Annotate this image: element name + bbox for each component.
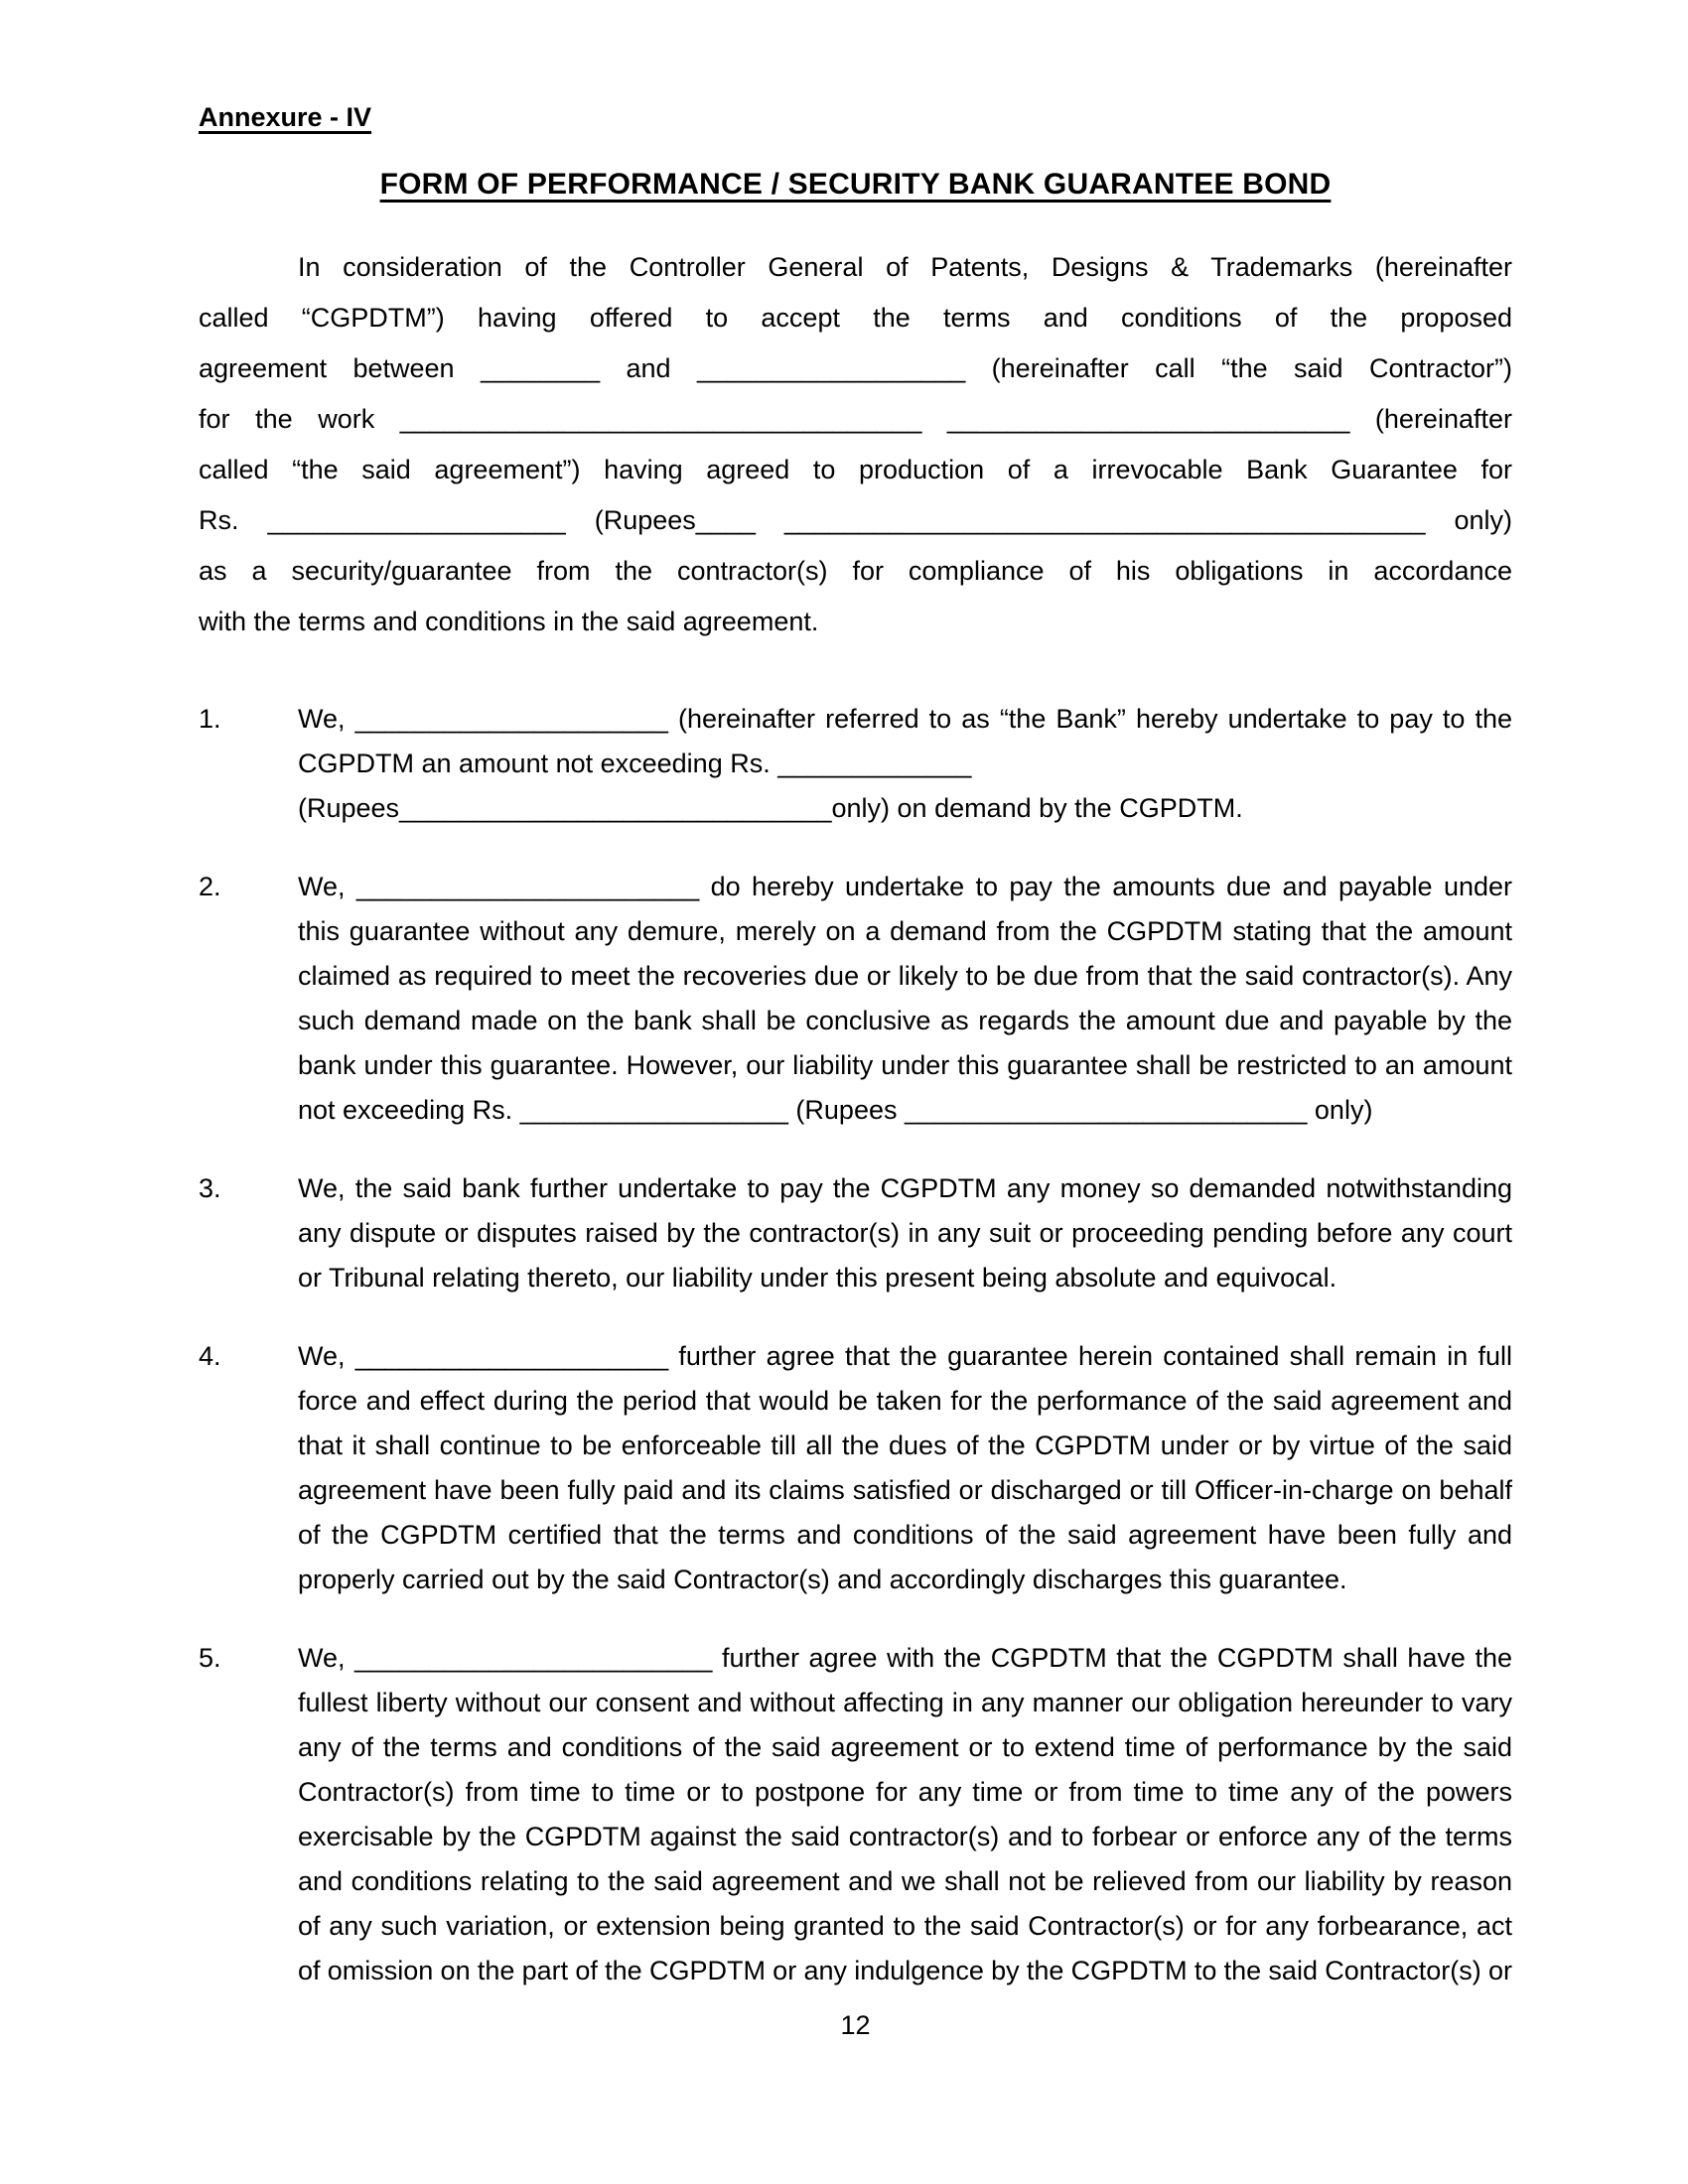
paragraph-line: We, _____________________ (hereinafter referred to as “the Bank” hereby undertake to pay to the bbox=[298, 704, 1512, 734]
paragraph-line: called “CGPDTM”) having offered to accept the terms and conditions of the proposed bbox=[199, 303, 1512, 333]
paragraph-line: Contractor(s) from time to time or to postpone for any time or from time to time any of the powers bbox=[298, 1777, 1512, 1807]
paragraph-line: of the CGPDTM certified that the terms and conditions of the said agreement have been fully and bbox=[298, 1520, 1512, 1550]
paragraph-line: Rs. ____________________ (Rupees____ ___________________________________________ only) bbox=[199, 505, 1512, 535]
paragraph-line: of any such variation, or extension being granted to the said Contractor(s) or for any forbearance, act bbox=[298, 1911, 1512, 1941]
page-title: FORM OF PERFORMANCE / SECURITY BANK GUARANTEE BOND bbox=[379, 168, 1332, 201]
paragraph-line: In consideration of the Controller General of Patents, Designs & Trademarks (hereinafter bbox=[298, 252, 1512, 282]
paragraph-line: claimed as required to meet the recoveries due or likely to be due from that the said contractor(s). Any bbox=[298, 961, 1512, 991]
paragraph-line: We, ________________________ further agree with the CGPDTM that the CGPDTM shall have the bbox=[298, 1643, 1512, 1673]
paragraph-line: We, _______________________ do hereby undertake to pay the amounts due and payable under bbox=[298, 872, 1512, 901]
clause-item bbox=[199, 1334, 1512, 1602]
clause-number: 3. bbox=[199, 1173, 221, 1203]
paragraph-line: any dispute or disputes raised by the contractor(s) in any suit or proceeding pending before any court bbox=[298, 1218, 1512, 1248]
clause-item bbox=[199, 865, 1512, 1133]
clause-number: 5. bbox=[199, 1643, 221, 1673]
clause-list bbox=[199, 697, 1512, 1993]
paragraph-line: and conditions relating to the said agreement and we shall not be relieved from our liability by reason bbox=[298, 1866, 1512, 1896]
paragraph-line: CGPDTM an amount not exceeding Rs. _____________ bbox=[298, 749, 972, 778]
paragraph-line: bank under this guarantee. However, our liability under this guarantee shall be restricted to an amount bbox=[298, 1050, 1512, 1080]
paragraph-line: for the work ___________________________________ ___________________________ (hereinafter bbox=[199, 404, 1512, 434]
paragraph-line: properly carried out by the said Contractor(s) and accordingly discharges this guarantee. bbox=[298, 1565, 1347, 1594]
paragraph-line: (Rupees_____________________________only) on demand by the CGPDTM. bbox=[298, 793, 1243, 823]
paragraph-line: with the terms and conditions in the said agreement. bbox=[199, 607, 819, 636]
paragraph-line: force and effect during the period that would be taken for the performance of the said agreement and bbox=[298, 1386, 1512, 1416]
clause-item bbox=[199, 1636, 1512, 1993]
paragraph-line: fullest liberty without our consent and without affecting in any manner our obligation hereunder to vary bbox=[298, 1688, 1512, 1717]
clause-number: 1. bbox=[199, 704, 221, 734]
paragraph-line: such demand made on the bank shall be conclusive as regards the amount due and payable by the bbox=[298, 1006, 1512, 1035]
paragraph-line: as a security/guarantee from the contractor(s) for compliance of his obligations in accordance bbox=[199, 556, 1512, 586]
paragraph-line: agreement have been fully paid and its claims satisfied or discharged or till Officer-in-charge on behalf bbox=[298, 1475, 1512, 1505]
page-number: 12 bbox=[840, 2010, 871, 2040]
intro-paragraph bbox=[199, 242, 1512, 647]
paragraph-line: called “the said agreement”) having agreed to production of a irrevocable Bank Guarantee for bbox=[199, 455, 1512, 484]
clause-item bbox=[199, 1166, 1512, 1300]
paragraph-line: or Tribunal relating thereto, our liability under this present being absolute and equivocal. bbox=[298, 1263, 1337, 1293]
paragraph-line: that it shall continue to be enforceable till all the dues of the CGPDTM under or by virtue of the said bbox=[298, 1431, 1512, 1460]
paragraph-line: agreement between ________ and __________________ (hereinafter call “the said Contractor”) bbox=[199, 353, 1512, 383]
paragraph-line: We, the said bank further undertake to pay the CGPDTM any money so demanded notwithstanding bbox=[298, 1173, 1512, 1203]
paragraph-line: this guarantee without any demure, merely on a demand from the CGPDTM stating that the amount bbox=[298, 916, 1512, 946]
paragraph-line: of omission on the part of the CGPDTM or any indulgence by the CGPDTM to the said Contractor(s) or bbox=[298, 1956, 1512, 1985]
paragraph-line: exercisable by the CGPDTM against the said contractor(s) and to forbear or enforce any of the terms bbox=[298, 1822, 1512, 1851]
paragraph-line: not exceeding Rs. __________________ (Rupees ___________________________ only) bbox=[298, 1095, 1373, 1125]
clause-number: 2. bbox=[199, 872, 221, 901]
paragraph-line: any of the terms and conditions of the said agreement or to extend time of performance by the said bbox=[298, 1732, 1512, 1762]
paragraph-line: We, _____________________ further agree that the guarantee herein contained shall remain in full bbox=[298, 1341, 1512, 1371]
clause-number: 4. bbox=[199, 1341, 221, 1371]
document-content bbox=[199, 0, 1512, 2048]
annexure-label: Annexure - IV bbox=[199, 102, 372, 132]
clause-item bbox=[199, 697, 1512, 831]
